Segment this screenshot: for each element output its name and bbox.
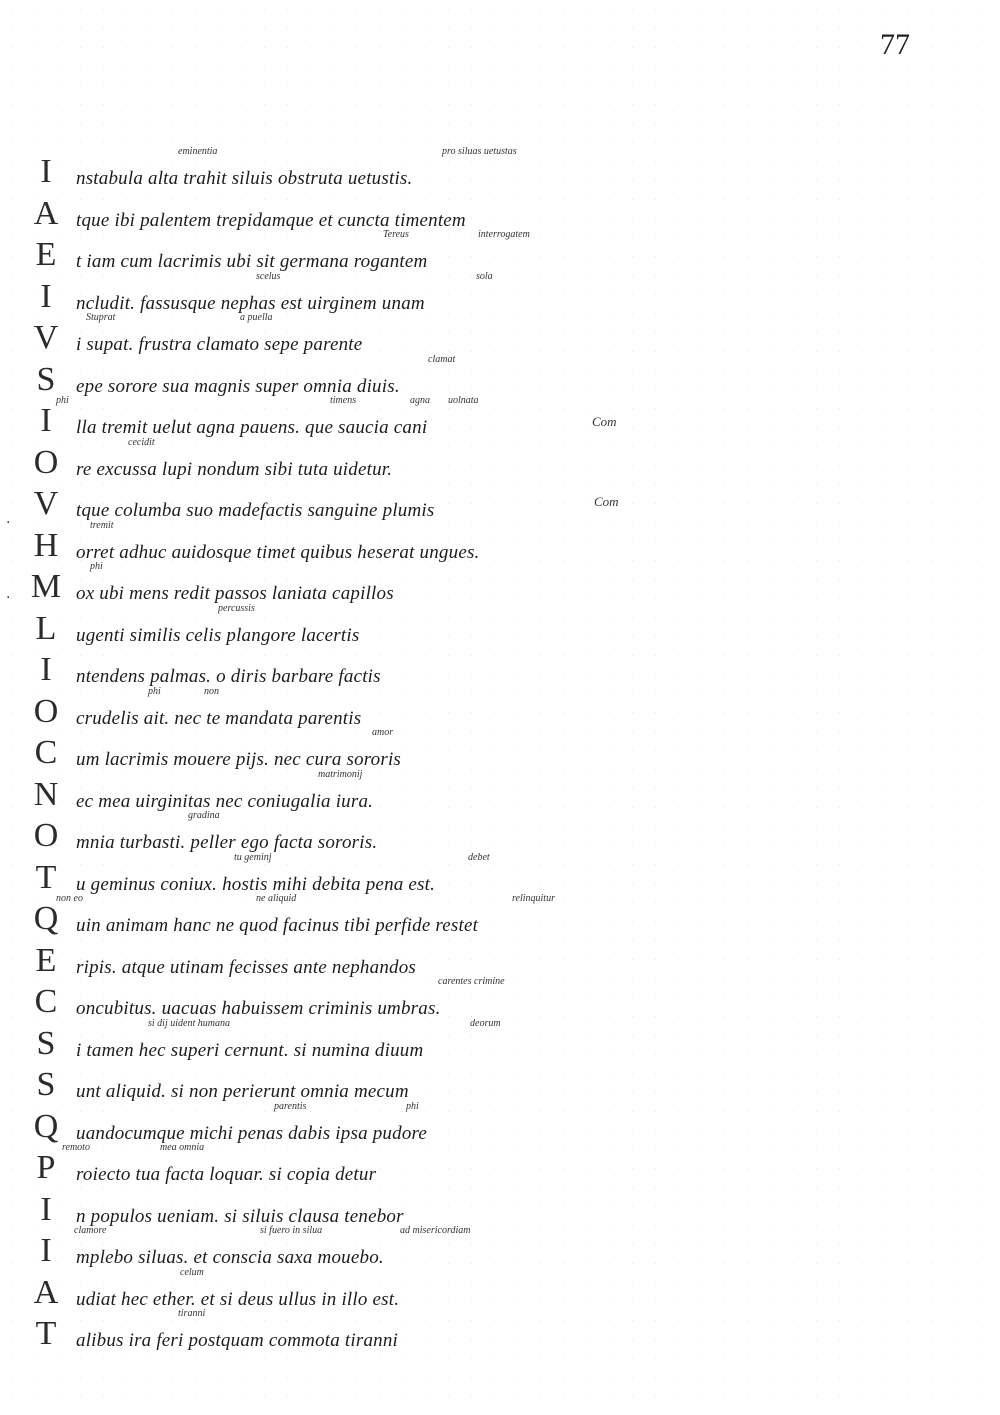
verse-initial: H bbox=[33, 526, 59, 564]
interlinear-gloss: relinquitur bbox=[512, 893, 555, 904]
verse-line bbox=[28, 1142, 588, 1190]
interlinear-gloss: parentis bbox=[274, 1100, 307, 1112]
interlinear-gloss: Stuprat bbox=[86, 312, 116, 323]
verse-initial: Q bbox=[33, 1107, 59, 1145]
verse-text: mplebo siluas. et conscia saxa mouebo. bbox=[76, 1247, 384, 1268]
margin-note: Com bbox=[594, 494, 619, 509]
interlinear-gloss: celum bbox=[180, 1266, 204, 1278]
verse-initial: T bbox=[35, 858, 57, 896]
verse-line bbox=[28, 685, 588, 734]
interlinear-gloss: gradina bbox=[188, 810, 220, 821]
verse-line bbox=[28, 561, 588, 609]
verse-initial: N bbox=[33, 775, 59, 813]
verse-initial: E bbox=[35, 236, 57, 273]
verse-text: epe sorore sua magnis super omnia diuis. bbox=[76, 375, 400, 397]
interlinear-gloss: tu geminj bbox=[234, 851, 272, 863]
verse-text: oncubitus. uacuas habuissem criminis umbras. bbox=[76, 998, 441, 1019]
verse-initial: V bbox=[33, 485, 59, 522]
verse-initial: I bbox=[40, 1232, 52, 1269]
interlinear-gloss: pro siluas uetustas bbox=[442, 146, 517, 157]
interlinear-gloss: tremit bbox=[90, 519, 114, 531]
verse-text: orret adhuc auidosque timet quibus heserat ungues. bbox=[76, 541, 480, 563]
verse-initial: E bbox=[35, 941, 57, 979]
verse-text: ec mea uirginitas nec coniugalia iura. bbox=[76, 790, 374, 812]
verse-initial: P bbox=[36, 1149, 56, 1186]
margin-note: Com bbox=[592, 414, 617, 429]
verse-initial: I bbox=[40, 651, 52, 688]
margin-dot: · bbox=[6, 590, 11, 606]
interlinear-gloss: non eo bbox=[56, 893, 83, 904]
verse-text: unt aliquid. si non perierunt omnia mecum bbox=[76, 1081, 409, 1102]
verse-line bbox=[28, 727, 588, 775]
interlinear-gloss: deorum bbox=[470, 1017, 501, 1029]
verse-line bbox=[28, 1017, 588, 1066]
verse-text: alibus ira feri postquam commota tiranni bbox=[76, 1330, 399, 1351]
verse-line bbox=[28, 395, 588, 443]
interlinear-gloss: si fuero in silua bbox=[260, 1225, 323, 1236]
verse-text: tque columba suo madefactis sanguine plumis bbox=[76, 500, 435, 521]
verse-text: t iam cum lacrimis ubi sit germana rogantem bbox=[76, 251, 428, 272]
verse-line bbox=[28, 602, 588, 651]
interlinear-gloss: matrimonij bbox=[318, 768, 363, 780]
interlinear-gloss: carentes crimine bbox=[438, 976, 505, 987]
verse-initial: A bbox=[33, 194, 59, 232]
verse-text: ntendens palmas. o diris barbare factis bbox=[76, 666, 381, 687]
verse-initial: L bbox=[35, 609, 57, 647]
interlinear-gloss: timens bbox=[330, 395, 357, 406]
page-number: 77 bbox=[880, 28, 910, 61]
verse-line bbox=[28, 810, 588, 858]
verse-line bbox=[28, 312, 588, 360]
verse-line bbox=[28, 229, 588, 277]
verse-initial: S bbox=[36, 1024, 56, 1062]
verse-text: uandocumque michi penas dabis ipsa pudore bbox=[76, 1122, 428, 1144]
verse-text: i tamen hec superi cernunt. si numina diuum bbox=[76, 1039, 424, 1061]
verse-initial: V bbox=[33, 319, 59, 356]
verse-text: mnia turbasti. peller ego facta sororis. bbox=[76, 832, 378, 853]
verse-text: roiecto tua facta loquar. si copia detur bbox=[76, 1164, 377, 1185]
verse-line bbox=[28, 1100, 588, 1149]
verse-line bbox=[28, 1308, 588, 1356]
interlinear-gloss: phi bbox=[406, 1100, 419, 1112]
verse-initial: I bbox=[40, 1190, 52, 1228]
verse-line bbox=[28, 146, 588, 194]
interlinear-gloss: remoto bbox=[62, 1142, 90, 1153]
verse-text: ncludit. fassusque nephas est uirginem unam bbox=[76, 292, 425, 314]
verse-initial: C bbox=[34, 983, 58, 1020]
verse-line bbox=[28, 1266, 588, 1315]
interlinear-gloss: cecidit bbox=[128, 436, 155, 448]
interlinear-gloss: phi bbox=[148, 685, 161, 697]
interlinear-gloss: sola bbox=[476, 270, 493, 282]
interlinear-gloss: amor bbox=[372, 727, 394, 738]
verse-line bbox=[28, 1225, 588, 1273]
verse-initial: A bbox=[33, 1273, 59, 1311]
interlinear-gloss: interrogatem bbox=[478, 229, 530, 240]
verse-initial: C bbox=[34, 734, 58, 771]
interlinear-gloss: non bbox=[204, 685, 219, 697]
verse-text: nstabula alta trahit siluis obstruta uetustis. bbox=[76, 168, 413, 189]
verse-text: um lacrimis mouere pijs. nec cura sororis bbox=[76, 749, 402, 770]
verse-line bbox=[28, 851, 588, 900]
interlinear-gloss: tiranni bbox=[178, 1308, 206, 1319]
verse-text: lla tremit uelut agna pauens. que saucia cani bbox=[76, 417, 428, 438]
verse-initial: O bbox=[33, 817, 59, 854]
interlinear-gloss: uolnata bbox=[448, 395, 479, 406]
verse-line bbox=[28, 436, 588, 485]
interlinear-gloss: ne aliquid bbox=[256, 893, 297, 904]
verse-text: re excussa lupi nondum sibi tuta uidetur. bbox=[76, 458, 393, 480]
verse-line bbox=[28, 768, 588, 817]
verse-text: ripis. atque utinam fecisses ante nephandos bbox=[76, 956, 417, 978]
verse-initial: T bbox=[35, 1315, 57, 1352]
verse-initial: S bbox=[36, 1066, 56, 1103]
verse-initial: I bbox=[40, 402, 52, 439]
interlinear-gloss: si dij uident humana bbox=[148, 1017, 230, 1029]
interlinear-gloss: phi bbox=[56, 395, 69, 406]
verse-text: u geminus coniux. hostis mihi debita pena est. bbox=[76, 873, 436, 895]
verse-line bbox=[28, 650, 588, 692]
verse-line bbox=[28, 976, 588, 1024]
verse-text: crudelis ait. nec te mandata parentis bbox=[76, 707, 362, 729]
verse-text: uin animam hanc ne quod facinus tibi perfide restet bbox=[76, 915, 479, 936]
interlinear-gloss: scelus bbox=[256, 270, 281, 282]
verse-text: n populos ueniam. si siluis clausa tenebor bbox=[76, 1205, 404, 1227]
interlinear-gloss: debet bbox=[468, 851, 490, 863]
interlinear-gloss: clamat bbox=[428, 353, 456, 365]
interlinear-gloss: phi bbox=[90, 561, 103, 572]
verse-initial: O bbox=[33, 692, 59, 730]
verse-initial: Q bbox=[33, 900, 59, 937]
interlinear-gloss: percussis bbox=[218, 602, 255, 614]
verse-text: udiat hec ether. et si deus ullus in illo est. bbox=[76, 1288, 400, 1310]
verse-text: ugenti similis celis plangore lacertis bbox=[76, 624, 360, 646]
margin-dot: · bbox=[6, 515, 11, 531]
interlinear-gloss: clamore bbox=[74, 1225, 107, 1236]
interlinear-gloss: a puella bbox=[240, 312, 273, 323]
verse-initial: I bbox=[40, 153, 52, 190]
verse-line bbox=[28, 519, 588, 568]
verse-line bbox=[28, 893, 588, 941]
verse-initial: O bbox=[33, 443, 59, 481]
verse-initial: S bbox=[36, 360, 56, 398]
interlinear-gloss: Tereus bbox=[383, 229, 409, 240]
interlinear-gloss: ad misericordiam bbox=[400, 1225, 471, 1236]
verse-initial: I bbox=[40, 277, 52, 315]
interlinear-gloss: agna bbox=[410, 395, 430, 406]
verse-line bbox=[28, 353, 588, 402]
verse-text: i supat. frustra clamato sepe parente bbox=[76, 334, 363, 355]
verse-line bbox=[28, 1065, 588, 1107]
verse-initial: M bbox=[30, 568, 62, 605]
verse-text: ox ubi mens redit passos laniata capillos bbox=[76, 583, 394, 604]
interlinear-gloss: mea omnia bbox=[160, 1142, 205, 1153]
interlinear-gloss: eminentia bbox=[178, 146, 218, 157]
verse-text: tque ibi palentem trepidamque et cuncta timentem bbox=[76, 209, 466, 231]
